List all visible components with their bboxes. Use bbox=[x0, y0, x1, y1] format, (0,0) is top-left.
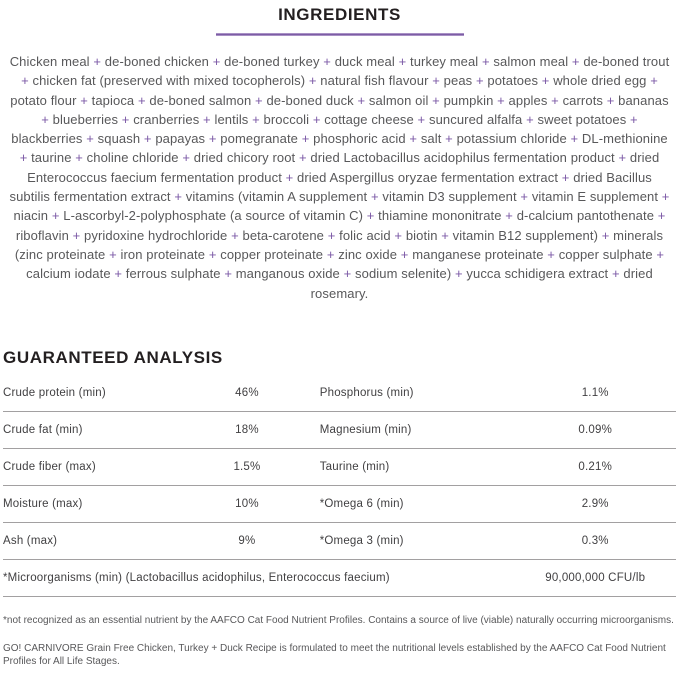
nutrient-value: 9% bbox=[238, 534, 256, 547]
plus-separator: + bbox=[626, 111, 638, 127]
plus-separator: + bbox=[319, 54, 335, 69]
plus-separator: + bbox=[568, 54, 584, 69]
plus-separator: + bbox=[110, 266, 126, 282]
plus-separator: + bbox=[394, 54, 410, 69]
plus-separator: + bbox=[21, 73, 33, 89]
plus-separator: + bbox=[178, 150, 194, 166]
plus-separator: + bbox=[309, 111, 325, 127]
plus-separator: + bbox=[547, 92, 563, 108]
plus-separator: + bbox=[608, 266, 624, 282]
ingredients-paragraph: Chicken meal + de-boned chicken + de-boned turkey + duck meal + turkey meal + salmon meal + de-boned trout + chicken fat (preserved with mixed tocopherols) + natural fish flavour + peas + potatoes + whole dried egg + potato flour + tapioca + de-boned salmon + de-boned duck + salmon oil + pumpkin + apples + carrots + bananas + blueberries + cranberries + lentils + broccoli + cottage cheese + suncured alfalfa + sweet potatoes + blackberries + squash + papayas + pomegranate + phosphoric acid + salt + potassium chloride + DL-methionine + taurine + choline chloride + dried chicory root + dried Lactobacillus acidophilus fermentation product + dried Enterococcus faecium fermentation product + dried Aspergillus oryzae fermentation extract + dried Bacillus subtilis fermentation extract + vitamins (vitamin A supplement + vitamin D3 supplement + vitamin E supplement + niacin + L-ascorbyl-2-polyphosphate (a source of vitamin C) + thiamine mononitrate + d-calcium pantothenate + riboflavin + pyridoxine hydrochloride + beta-carotene + folic acid + biotin + vitamin B12 supplement) + minerals (zinc proteinate + iron proteinate + copper proteinate + zinc oxide + manganese proteinate + copper sulphate + calcium iodate + ferrous sulphate + manganous oxide + sodium selenite) + yucca schidigera extract + dried rosemary. bbox=[9, 54, 670, 301]
plus-separator: + bbox=[251, 92, 267, 108]
plus-separator: + bbox=[205, 131, 221, 147]
plus-separator: + bbox=[543, 246, 559, 262]
plus-separator: + bbox=[598, 227, 614, 243]
plus-separator: + bbox=[68, 227, 85, 243]
plus-separator: + bbox=[367, 189, 383, 205]
plus-separator: + bbox=[248, 111, 264, 127]
plus-separator: + bbox=[522, 111, 538, 127]
ingredients-title: INGREDIENTS bbox=[278, 5, 401, 24]
nutrient-label: Crude protein (min) bbox=[3, 386, 106, 399]
plus-separator: + bbox=[652, 246, 665, 262]
plus-separator: + bbox=[390, 227, 406, 243]
asterisk-footnote: *not recognized as an essential nutrient by the AAFCO Cat Food Nutrient Profiles. Contains a source of live (viable) naturally occurring microorganisms. bbox=[3, 614, 674, 626]
nutrient-label: Crude fiber (max) bbox=[3, 460, 96, 473]
plus-separator: + bbox=[558, 169, 574, 185]
plus-separator: + bbox=[658, 189, 670, 205]
analysis-row bbox=[3, 523, 676, 560]
analysis-row bbox=[3, 375, 676, 412]
plus-separator: + bbox=[89, 54, 105, 69]
nutrient-label: Magnesium (min) bbox=[319, 423, 412, 436]
plus-separator: + bbox=[353, 92, 369, 108]
plus-separator: + bbox=[298, 131, 314, 147]
plus-separator: + bbox=[493, 92, 509, 108]
plus-separator: + bbox=[76, 92, 92, 108]
plus-separator: + bbox=[140, 131, 156, 147]
plus-separator: + bbox=[281, 169, 298, 185]
plus-separator: + bbox=[323, 246, 339, 262]
plus-separator: + bbox=[472, 73, 488, 89]
nutrient-value: 0.21% bbox=[578, 460, 613, 473]
plus-separator: + bbox=[397, 246, 413, 262]
plus-separator: + bbox=[170, 189, 186, 205]
plus-separator: + bbox=[134, 92, 150, 108]
nutrient-label: Taurine (min) bbox=[319, 460, 390, 473]
plus-separator: + bbox=[339, 266, 356, 282]
plus-separator: + bbox=[305, 73, 321, 89]
plus-separator: + bbox=[118, 111, 134, 127]
nutrient-label: *Omega 3 (min) bbox=[319, 534, 404, 547]
guaranteed-analysis-table bbox=[3, 375, 676, 597]
plus-separator: + bbox=[220, 266, 236, 282]
nutrient-value: 1.5% bbox=[233, 460, 261, 473]
plus-separator: + bbox=[646, 73, 658, 89]
plus-separator: + bbox=[82, 131, 98, 147]
plus-separator: + bbox=[478, 54, 494, 69]
plus-separator: + bbox=[199, 111, 215, 127]
plus-separator: + bbox=[603, 92, 619, 108]
nutrient-label: *Omega 6 (min) bbox=[319, 497, 404, 510]
nutrient-value: 90,000,000 CFU/lb bbox=[545, 571, 646, 584]
nutrient-value: 18% bbox=[235, 423, 259, 436]
plus-separator: + bbox=[441, 131, 457, 147]
nutrient-value: 0.09% bbox=[578, 423, 613, 436]
plus-separator: + bbox=[501, 208, 517, 224]
plus-separator: + bbox=[71, 150, 87, 166]
plus-separator: + bbox=[614, 150, 630, 166]
plus-separator: + bbox=[48, 208, 64, 224]
analysis-row bbox=[3, 486, 676, 523]
plus-separator: + bbox=[205, 246, 221, 262]
plus-separator: + bbox=[516, 189, 532, 205]
plus-separator: + bbox=[566, 131, 582, 147]
plus-separator: + bbox=[41, 111, 53, 127]
nutrient-value: 0.3% bbox=[581, 534, 609, 547]
nutrient-value: 2.9% bbox=[581, 497, 609, 510]
plus-separator: + bbox=[437, 227, 453, 243]
plus-separator: + bbox=[538, 73, 554, 89]
plus-separator: + bbox=[295, 150, 311, 166]
analysis-row-microorganisms bbox=[3, 560, 676, 597]
nutrient-value: 1.1% bbox=[581, 386, 609, 399]
plus-separator: + bbox=[105, 246, 121, 262]
plus-separator: + bbox=[428, 92, 444, 108]
nutrient-value: 10% bbox=[235, 497, 259, 510]
plus-separator: + bbox=[413, 111, 429, 127]
plus-separator: + bbox=[324, 227, 340, 243]
nutrient-label: Crude fat (min) bbox=[3, 423, 83, 436]
plus-separator: + bbox=[428, 73, 444, 89]
aafco-statement: GO! CARNIVORE Grain Free Chicken, Turkey + Duck Recipe is formulated to meet the nutritional levels established by the AAFCO Cat Food Nutrient Profiles for All Life Stages. bbox=[3, 642, 666, 667]
plus-separator: + bbox=[19, 150, 32, 166]
nutrient-label: Phosphorus (min) bbox=[319, 386, 414, 399]
nutrient-label: Moisture (max) bbox=[3, 497, 83, 510]
ingredients-underline bbox=[216, 33, 464, 36]
nutrient-label: *Microorganisms (min) (Lactobacillus acidophilus, Enterococcus faecium) bbox=[3, 571, 390, 584]
plus-separator: + bbox=[405, 131, 421, 147]
plus-separator: + bbox=[363, 208, 379, 224]
plus-separator: + bbox=[451, 266, 467, 282]
plus-separator: + bbox=[227, 227, 243, 243]
analysis-row bbox=[3, 412, 676, 449]
plus-separator: + bbox=[209, 54, 225, 69]
guaranteed-analysis-title: GUARANTEED ANALYSIS bbox=[3, 347, 223, 367]
analysis-row bbox=[3, 449, 676, 486]
nutrient-value: 46% bbox=[235, 386, 259, 399]
plus-separator: + bbox=[654, 208, 666, 224]
nutrient-label: Ash (max) bbox=[3, 534, 58, 547]
